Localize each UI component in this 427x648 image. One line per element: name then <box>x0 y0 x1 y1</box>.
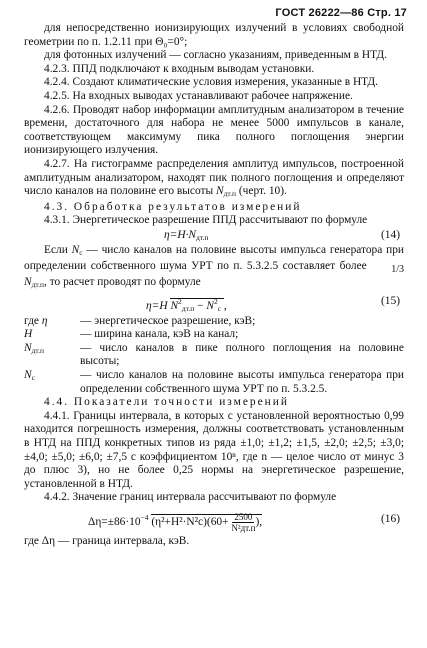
equation-14 <box>24 228 404 244</box>
delta-def-b: а интервала, кэВ. <box>105 535 190 547</box>
equation-16-lead: Δη=±86·10 <box>88 516 141 528</box>
definition-H <box>24 328 404 342</box>
symbol-N: N <box>215 185 224 198</box>
equation-14-body: η=H·N <box>164 228 197 241</box>
definition-N-text: — число каналов в пике полного поглощения на половине высоты; <box>80 341 404 368</box>
equation-16-numerator: 2500 <box>234 511 253 522</box>
definition-N <box>24 342 404 369</box>
definitions-list <box>24 315 404 397</box>
paragraph-4-2-3: 4.2.3. ППД подключают к входным выводам установки. <box>44 62 315 75</box>
equation-15-lead: η=H <box>146 299 168 312</box>
equation-16-exponent: −4 <box>140 513 149 522</box>
definition-Nc-text: — число каналов на половине высоты импульса генератора при определении собственного шума УРТ по п. 5.3.2.5. <box>80 369 404 395</box>
paragraph-4-2-4: 4.2.4. Создают климатические условия измерения, указанные в НТД. <box>44 76 379 89</box>
equation-15-number: (15) <box>381 294 400 307</box>
equation-16-fraction <box>231 512 255 533</box>
symbol-H: H <box>24 328 33 341</box>
condition-tail: , то расчет проводят по формуле <box>44 276 201 289</box>
subscript-dt: дт.п <box>31 280 45 290</box>
paragraph-4-4-2: 4.4.2. Значение границ интервала рассчитывают по формуле <box>44 491 337 504</box>
paragraph-4-2-7-text: 4.2.7. На гистограмме распределения амплитуд импульсов, построенной амплитудным анализатором, находят пик полного поглощения и определяют число каналов на половине его высоты <box>24 157 404 198</box>
paragraph-geometry: для непосредственно ионизирующих излучений в условиях свободной геометрии по п. 1.2.11 при Θ₀=0°; <box>24 22 404 48</box>
page-body <box>24 22 404 549</box>
subscript-dt: дт.п <box>31 345 45 355</box>
subscript-dt: дт.п <box>196 232 209 242</box>
equation-15 <box>24 292 404 314</box>
subscript-dt: дт.п <box>223 189 237 199</box>
equation-16-sqrt <box>151 511 263 533</box>
definition-Nc <box>24 369 404 396</box>
paragraph-4-3-1: 4.3.1. Энергетическое разрешение ППД рассчитывают по формуле <box>44 214 368 227</box>
paragraph-4-2-7 <box>24 158 404 201</box>
equation-14-formula <box>164 229 208 245</box>
equation-14-number: (14) <box>381 228 400 241</box>
equation-16-denominator: N²дт.п <box>231 522 256 533</box>
section-heading-4-4: 4.4. Показатели точности измерений <box>44 396 289 409</box>
symbol-Nc: N <box>24 369 32 382</box>
where-label: где <box>24 314 39 327</box>
symbol-eta: η <box>41 314 48 327</box>
definition-eta <box>24 315 404 329</box>
paragraph-4-2-7-ref: (черт. 10). <box>238 185 287 198</box>
section-heading-4-3: 4.3. Обработка результатов измерений <box>44 200 302 213</box>
equation-16-end: ), <box>255 516 263 528</box>
subscript-c: с <box>79 247 83 257</box>
equation-16-body: (η²+H²·N²c)(60+ <box>151 516 229 528</box>
equation-15-sqrt: $N^2_{дт.п} - N^2_с$ <box>170 298 223 312</box>
definition-eta-text: — энергетическое разрешение, кэВ; <box>80 314 256 327</box>
symbol-Nc: N <box>71 243 80 256</box>
subscript-c: с <box>31 373 35 383</box>
equation-15-formula: η=H $N^2_{дт.п} - N^2_с$ , <box>146 296 227 313</box>
fraction-third: 1/3 <box>391 263 404 275</box>
condition-text: — число каналов на половине высоты импульса генератора при определении собственного шума УРТ по п. 5.3.2.5 составляет более <box>24 243 404 272</box>
paragraph-photon: для фотонных излучений — согласно указаниям, приведенным в НТД. <box>44 49 387 62</box>
paragraph-4-2-6: 4.2.6. Проводят набор информации амплитудным анализатором в течение времени, достаточного для набора не менее 5000 импульсов в канале, соответствующем максимуму пика полного поглощения энергии ионизирующего излучения. <box>24 103 404 157</box>
symbol-N: N <box>24 276 32 289</box>
definition-H-text: — ширина канала, кэВ на канал; <box>80 328 239 341</box>
equation-16 <box>24 505 404 535</box>
page-header: ГОСТ 26222—86 Стр. 17 <box>275 7 407 19</box>
condition-if: Если <box>44 243 68 256</box>
paragraph-4-2-5: 4.2.5. На входных выводах устанавливают рабочее напряжение. <box>44 89 353 102</box>
delta-def-a: где Δη — границ <box>24 535 106 547</box>
paragraph-condition <box>24 244 404 292</box>
paragraph-delta-def <box>24 535 404 549</box>
equation-16-formula <box>88 511 262 533</box>
symbol-N: N <box>24 341 32 354</box>
equation-16-number: (16) <box>381 513 400 525</box>
paragraph-4-4-1: 4.4.1. Границы интервала, в которых с установленной вероятностью 0,99 находится погрешность измерения, должны соответствовать установленным в НТД на ППД конкретных типов из ряда ±1,0; ±1,2; ±1,5, ±2,0; ±2,5; ±3,0; ±4,0; ±5,0; ±6,0; ±7,5 с коэффициентом 10ⁿ, где n — целое число от минус 3 до плюс 3), но не более 0,25 нормы на энергетическое разрешение, установленной в НТД. <box>24 409 404 490</box>
